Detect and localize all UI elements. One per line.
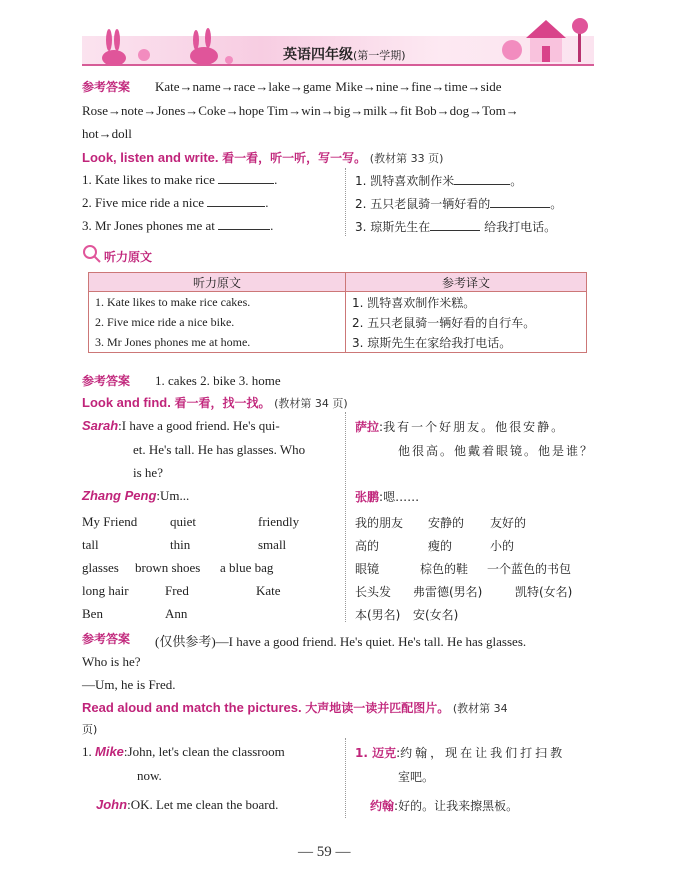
- word-zh-0-1: 安静的: [428, 516, 465, 530]
- word-zh-3-1: 弗雷德(男名): [413, 585, 483, 599]
- listening-label: 听力原文: [104, 250, 153, 264]
- john-line: John:OK. Let me clean the board.: [96, 797, 279, 812]
- word-zh-1-1: 瘦的: [428, 539, 453, 553]
- sec1-item-1-zh: 1. 凯特喜欢制作米 。: [355, 174, 523, 188]
- word-zh-3-2: 凯特(女名): [515, 585, 573, 599]
- word-en-2-1: brown shoes: [135, 560, 201, 575]
- word-zh-0-0: 我的朋友: [355, 516, 404, 530]
- word-zh-3-0: 长头发: [355, 585, 392, 599]
- word-zh-1-0: 高的: [355, 539, 380, 553]
- sec1-item-2-en: 2. Five mice ride a nice .: [82, 195, 269, 210]
- word-en-0-0: My Friend: [82, 514, 138, 529]
- word-zh-4-0: 本(男名): [355, 608, 401, 622]
- word-zh-2-2: 一个蓝色的书包: [487, 562, 572, 576]
- mike-zh-line-2: 室吧。: [398, 770, 435, 784]
- mike-line-1: 1. Mike:John, let's clean the classroom: [82, 744, 285, 759]
- zhang-peng-line: Zhang Peng:Um...: [82, 488, 190, 503]
- zhang-peng-zh-line: 张鹏:嗯……: [355, 490, 420, 504]
- section-2-heading: Look and find. 看一看，找一找。 (教材第 34 页): [82, 395, 348, 410]
- page-number: — 59 —: [298, 844, 351, 860]
- word-en-0-1: quiet: [170, 514, 196, 529]
- sarah-line-2: et. He's tall. He has glasses. Who: [133, 442, 306, 457]
- table-header-1: 听力原文: [89, 273, 346, 292]
- word-en-2-0: glasses: [82, 560, 119, 575]
- word-zh-0-2: 友好的: [490, 516, 527, 530]
- word-en-3-1: Fred: [165, 583, 189, 598]
- word-en-3-2: Kate: [256, 583, 281, 598]
- answer-2-line-1: (仅供参考)—I have a good friend. He's quiet. He's tall. He has glasses.: [155, 634, 527, 649]
- sarah-line-1: Sarah:I have a good friend. He's qui-: [82, 418, 280, 433]
- answer-label-3: 参考答案: [82, 632, 131, 646]
- house-decoration-icon: [500, 14, 595, 66]
- word-en-4-0: Ben: [82, 606, 103, 621]
- word-en-2-2: a blue bag: [220, 560, 274, 575]
- mike-line-2: now.: [137, 768, 162, 783]
- sec1-item-3-en: 3. Mr Jones phones me at .: [82, 218, 274, 233]
- word-zh-2-0: 眼镜: [355, 562, 380, 576]
- word-en-0-2: friendly: [258, 514, 300, 529]
- sec1-item-2-zh: 2. 五只老鼠骑一辆好看的 。: [355, 197, 563, 211]
- john-zh-line: 约翰:好的。让我来擦黑板。: [370, 799, 519, 813]
- table-row-2-en: 2. Five mice ride a nice bike.: [89, 312, 346, 332]
- chain-line-2: Rose→note→Jones→Coke→hope Tim→win→big→milk→fit Bob→dog→Tom→: [82, 103, 519, 118]
- column-divider: [345, 168, 346, 236]
- sarah-zh-line-2: 他很高。他戴着眼镜。他是谁？: [398, 444, 595, 458]
- magnifier-icon: [82, 244, 102, 264]
- section-3-ref-tail: 页): [82, 723, 98, 736]
- mike-zh-line-1: 1. 迈克:约翰，现在让我们打扫教: [355, 746, 566, 760]
- answer-2-line-3: —Um, he is Fred.: [82, 677, 176, 692]
- answer-label: 参考答案: [82, 80, 131, 94]
- table-row-3-zh: 3. 琼斯先生在家给我打电话。: [346, 332, 587, 353]
- word-en-4-1: Ann: [165, 606, 188, 621]
- table-row-1-en: 1. Kate likes to make rice cakes.: [89, 292, 346, 313]
- table-row-2-zh: 2. 五只老鼠骑一辆好看的自行车。: [346, 312, 587, 332]
- word-en-1-0: tall: [82, 537, 99, 552]
- bunny-decoration-icon: [84, 20, 244, 68]
- column-divider-3: [345, 738, 346, 818]
- word-zh-4-1: 安(女名): [413, 608, 459, 622]
- chain-line-3: hot→doll: [82, 126, 132, 141]
- header-title: 英语四年级(第一学期): [283, 47, 406, 63]
- answer-2-line-2: Who is he?: [82, 654, 141, 669]
- table-row-3-en: 3. Mr Jones phones me at home.: [89, 332, 346, 353]
- sec1-item-1-en: 1. Kate likes to make rice .: [82, 172, 278, 187]
- sarah-zh-line-1: 萨拉:我有一个好朋友。他很安静。: [355, 420, 566, 434]
- chain-line-1: Kate→name→race→lake→game Mike→nine→fine→time→side: [155, 79, 502, 94]
- listening-table: [88, 272, 587, 353]
- answer-1: 1. cakes 2. bike 3. home: [155, 373, 281, 388]
- table-header-2: 参考译文: [346, 273, 587, 292]
- word-en-1-2: small: [258, 537, 287, 552]
- table-row-1-zh: 1. 凯特喜欢制作米糕。: [346, 292, 587, 313]
- word-zh-1-2: 小的: [490, 539, 515, 553]
- word-zh-2-1: 棕色的鞋: [420, 562, 469, 576]
- section-1-heading: Look, listen and write. 看一看，听一听，写一写。 (教材第 33 页): [82, 150, 444, 165]
- word-en-3-0: long hair: [82, 583, 129, 598]
- word-en-1-1: thin: [170, 537, 191, 552]
- section-3-heading: Read aloud and match the pictures. 大声地读一读并匹配图片。 (教材第 34: [82, 700, 508, 715]
- sarah-line-3: is he?: [133, 465, 163, 480]
- answer-label-2: 参考答案: [82, 374, 131, 388]
- column-divider-2: [345, 412, 346, 622]
- sec1-item-3-zh: 3. 琼斯先生在 给我打电话。: [355, 220, 557, 234]
